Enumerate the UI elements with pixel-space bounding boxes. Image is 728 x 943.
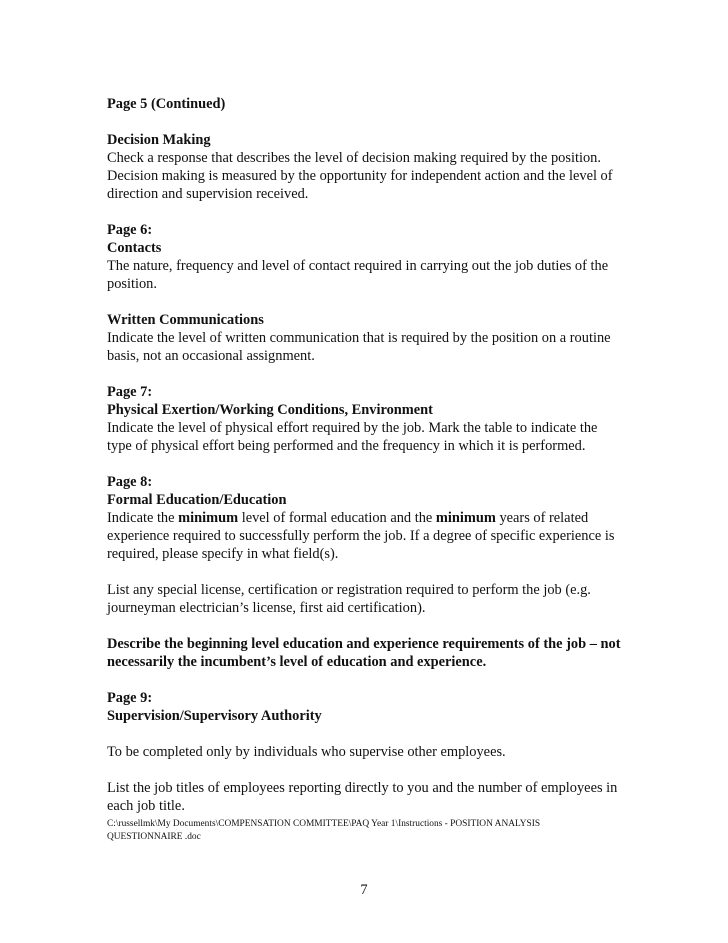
text-run: Indicate the: [107, 510, 179, 526]
formal-education-line: experience required to successfully perform the job. If a degree of specific experience is: [107, 528, 615, 544]
formal-education-line: required, please specify in what field(s).: [107, 546, 339, 562]
supervision-note: To be completed only by individuals who supervise other employees.: [107, 744, 506, 760]
minimum-emphasis: minimum: [435, 510, 496, 526]
footer-line: QUESTIONNAIRE .doc: [107, 832, 201, 842]
page7-heading: Page 7:: [107, 384, 153, 400]
decision-making-line: direction and supervision received.: [107, 186, 309, 202]
formal-education-title: Formal Education/Education: [107, 492, 287, 508]
contacts-line: The nature, frequency and level of contact required in carrying out the job duties of the: [107, 258, 609, 274]
job-titles-line: List the job titles of employees reporting directly to you and the number of employees in: [107, 780, 618, 796]
license-line: List any special license, certification or registration required to perform the job (e.g.: [107, 582, 591, 598]
text-run: level of formal education and the: [238, 510, 436, 526]
document-body: [107, 95, 627, 815]
decision-making-line: Decision making is measured by the opportunity for independent action and the level of: [107, 168, 613, 184]
page6-heading: Page 6:: [107, 222, 153, 238]
file-path-footer: [107, 818, 627, 844]
contacts-title: Contacts: [107, 240, 162, 256]
page-heading: Page 5 (Continued): [107, 96, 226, 112]
decision-making-title: Decision Making: [107, 132, 211, 148]
written-communications-line: basis, not an occasional assignment.: [107, 348, 315, 364]
page9-heading: Page 9:: [107, 690, 153, 706]
text-run: years of related: [495, 510, 589, 526]
physical-exertion-line: type of physical effort being performed and the frequency in which it is performed.: [107, 438, 586, 454]
license-line: journeyman electrician’s license, first aid certification).: [107, 600, 426, 616]
supervision-title: Supervision/Supervisory Authority: [107, 708, 322, 724]
describe-requirements-line: necessarily the incumbent’s level of education and experience.: [107, 654, 487, 670]
written-communications-line: Indicate the level of written communication that is required by the position on a routine: [107, 330, 611, 346]
written-communications-title: Written Communications: [107, 312, 264, 328]
footer-line: C:\russellmk\My Documents\COMPENSATION COMMITTEE\PAQ Year 1\Instructions - POSITION ANALYSIS: [107, 819, 541, 829]
page-number: 7: [360, 882, 368, 898]
page8-heading: Page 8:: [107, 474, 153, 490]
formal-education-line: [107, 509, 627, 527]
job-titles-line: each job title.: [107, 798, 185, 814]
physical-exertion-line: Indicate the level of physical effort required by the job. Mark the table to indicate the: [107, 420, 598, 436]
contacts-line: position.: [107, 276, 157, 292]
decision-making-line: Check a response that describes the level of decision making required by the position.: [107, 150, 601, 166]
describe-requirements-line: Describe the beginning level education and experience requirements of the job – not: [107, 636, 621, 652]
minimum-emphasis: minimum: [178, 510, 239, 526]
physical-exertion-title: Physical Exertion/Working Conditions, Environment: [107, 402, 433, 418]
